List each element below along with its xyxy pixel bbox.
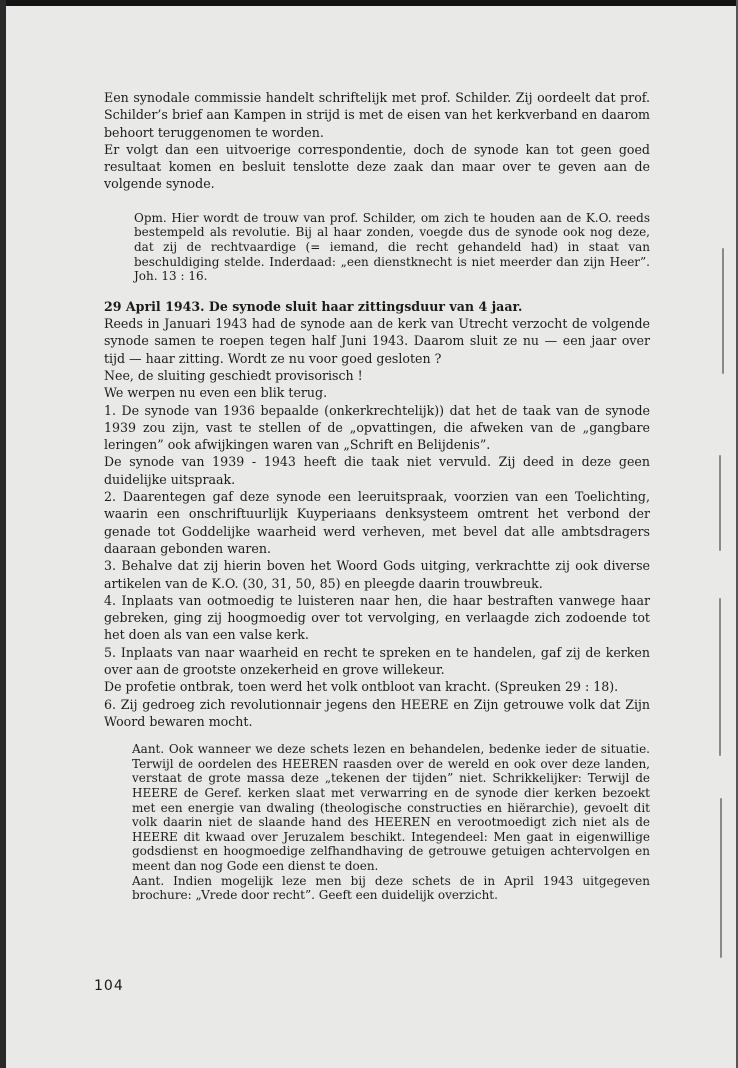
annotation-paragraph: Aant. Ook wanneer we deze schets lezen en behandelen, bedenke ieder de situatie. Terwijl de oordelen des HEEREN raasden over de wereld en ook over deze landen, verstaat de grote massa deze „tekenen der tijden” niet. Schrikkelijker: Terwijl de HEERE de Geref. kerken slaat met verwarring en de synode dier kerken bezoekt met een energie van dwaling (theologische constructies en hiërarchie), gevoelt dit volk daarin niet de slaande hand des HEEREN en verootmoedigt zich niet als de HEERE dit kwaad over Jeruzalem beschikt. Integendeel: Men gaat in eigenwillige godsdienst en hoogmoedige zelfhandhaving de getrouwe getuigen achtervolgen en meent dan nog Gode een dienst te doen. — [132, 742, 650, 873]
body-paragraph: We werpen nu even een blik terug. — [104, 385, 328, 401]
body-paragraph: Nee, de sluiting geschiedt provisorisch ! — [104, 367, 363, 383]
scan-top-edge — [0, 0, 738, 6]
list-item-5: 5. Inplaats van naar waarheid en recht te spreken en te handelen, gaf zij de kerken over aan de grootste onzekerheid en grove willekeur. — [104, 644, 650, 677]
scan-margin-mark — [719, 455, 721, 551]
page-number: 104 — [94, 978, 124, 994]
list-item-1: 1. De synode van 1936 bepaalde (onkerkrechtelijk)) dat het de taak van de synode 1939 zou zijn, vast te stellen of de „opvattingen, die afweken van de „gangbare leringen” ook afwijkingen waren van „Schrift en Belijdenis”. — [104, 402, 650, 453]
scan-margin-mark — [722, 248, 724, 374]
list-item-3: 3. Behalve dat zij hierin boven het Woord Gods uitging, verkrachtte zij ook diverse artikelen van de K.O. (30, 31, 50, 85) en pleegde daarin trouwbreuk. — [104, 558, 650, 591]
note-opm: Opm. Hier wordt de trouw van prof. Schilder, om zich te houden aan de K.O. reeds bestempeld als revolutie. Bij al haar zonden, voegde dus de synode ook nog deze, dat zij de rechtvaardige (= iemand, die recht gehandeld had) in staat van beschuldiging stelde. Inderdaad: „een dienstknecht is niet meerder dan zijn Heer”. Joh. 13 : 16. — [134, 210, 650, 284]
body-paragraph: Reeds in Januari 1943 had de synode aan de kerk van Utrecht verzocht de volgende synode samen te roepen tegen half Juni 1943. Daarom sluit ze nu — een jaar over tijd — haar zitting. Wordt ze nu voor goed gesloten ? — [104, 316, 650, 366]
scan-margin-mark — [720, 798, 722, 958]
list-item-4: 4. Inplaats van ootmoedig te luisteren naar hen, die haar bestraften vanwege haar gebreken, ging zij hoogmoedig over tot vervolging, en verlaagde zich zodoende tot het doen als van een valse kerk. — [104, 592, 650, 643]
body-paragraph: De profetie ontbrak, toen werd het volk ontbloot van kracht. (Spreuken 29 : 18). — [104, 679, 619, 695]
annotation-paragraph: Aant. Indien mogelijk leze men bij deze schets de in April 1943 uitgegeven brochure: „Vrede door recht”. Geeft een duidelijk overzicht. — [132, 873, 650, 903]
note-block — [134, 211, 650, 284]
scan-margin-mark — [719, 598, 721, 756]
section-heading: 29 April 1943. De synode sluit haar zittingsduur van 4 jaar. — [104, 298, 523, 314]
body-paragraph: Een synodale commissie handelt schriftelijk met prof. Schilder. Zij oordeelt dat prof. Schilder’s brief aan Kampen in strijd is met de eisen van het kerkverband en daarom behoort teruggenomen te worden. — [104, 90, 650, 140]
scan-left-edge — [0, 0, 6, 1068]
annotation-block — [132, 742, 650, 903]
body-paragraph: De synode van 1939 - 1943 heeft die taak niet vervuld. Zij deed in deze geen duidelijke uitspraak. — [104, 454, 650, 487]
list-item-6: 6. Zij gedroeg zich revolutionnair jegens den HEERE en Zijn getrouwe volk dat Zijn Woord bewaren mocht. — [104, 696, 650, 729]
body-paragraph: Er volgt dan een uitvoerige correspondentie, doch de synode kan tot geen goed resultaat komen en besluit tenslotte deze zaak dan maar over te geven aan de volgende synode. — [104, 141, 650, 192]
list-item-2: 2. Daarentegen gaf deze synode een leeruitspraak, voorzien van een Toelichting, waarin een onschriftuurlijk Kuyperiaans denksysteem omtrent het verbond der genade tot Goddelijke waarheid werd verheven, met bevel dat alle ambtsdragers daaraan gebonden waren. — [104, 489, 650, 556]
page-content — [104, 89, 650, 903]
